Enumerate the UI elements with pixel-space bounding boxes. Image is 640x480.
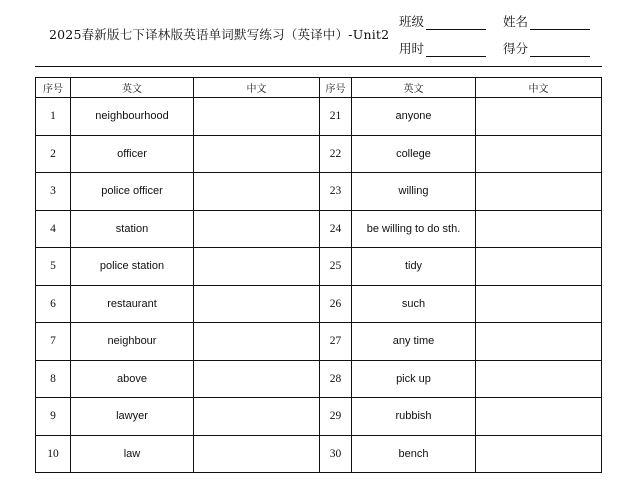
chinese-answer-cell[interactable]	[194, 135, 320, 173]
row-number: 24	[320, 210, 352, 248]
name-field	[503, 12, 590, 30]
english-word: above	[71, 360, 194, 398]
table-row	[36, 98, 602, 136]
english-word: be willing to do sth.	[352, 210, 476, 248]
row-number: 9	[36, 398, 71, 436]
class-field	[399, 12, 486, 30]
time-blank-line	[426, 44, 486, 57]
table-row	[36, 248, 602, 286]
chinese-answer-cell[interactable]	[476, 135, 602, 173]
table-header-row	[36, 78, 602, 98]
header-chinese-right: 中文	[476, 78, 602, 98]
row-number: 21	[320, 98, 352, 136]
table-row	[36, 285, 602, 323]
english-word: restaurant	[71, 285, 194, 323]
table-row	[36, 398, 602, 436]
chinese-answer-cell[interactable]	[476, 323, 602, 361]
row-number: 6	[36, 285, 71, 323]
chinese-answer-cell[interactable]	[476, 210, 602, 248]
row-number: 30	[320, 435, 352, 473]
chinese-answer-cell[interactable]	[476, 98, 602, 136]
english-word: station	[71, 210, 194, 248]
row-number: 10	[36, 435, 71, 473]
name-label: 姓名	[503, 14, 529, 29]
chinese-answer-cell[interactable]	[476, 285, 602, 323]
row-number: 1	[36, 98, 71, 136]
table-row	[36, 173, 602, 211]
chinese-answer-cell[interactable]	[476, 360, 602, 398]
chinese-answer-cell[interactable]	[194, 398, 320, 436]
header-divider	[35, 66, 602, 67]
english-word: rubbish	[352, 398, 476, 436]
row-number: 27	[320, 323, 352, 361]
english-word: officer	[71, 135, 194, 173]
english-word: such	[352, 285, 476, 323]
english-word: bench	[352, 435, 476, 473]
class-blank-line	[426, 17, 486, 30]
worksheet-title: 2025春新版七下译林版英语单词默写练习（英译中）-Unit2	[49, 27, 390, 42]
chinese-answer-cell[interactable]	[194, 323, 320, 361]
chinese-answer-cell[interactable]	[476, 248, 602, 286]
vocabulary-table	[35, 77, 602, 473]
header-chinese-left: 中文	[194, 78, 320, 98]
row-number: 25	[320, 248, 352, 286]
english-word: police station	[71, 248, 194, 286]
table-row	[36, 360, 602, 398]
english-word: any time	[352, 323, 476, 361]
header-english-left: 英文	[71, 78, 194, 98]
score-blank-line	[530, 44, 590, 57]
chinese-answer-cell[interactable]	[194, 210, 320, 248]
class-label: 班级	[399, 14, 425, 29]
header-english-right: 英文	[352, 78, 476, 98]
header-number-right: 序号	[320, 78, 352, 98]
score-field	[503, 39, 590, 57]
time-field	[399, 39, 486, 57]
chinese-answer-cell[interactable]	[194, 248, 320, 286]
english-word: willing	[352, 173, 476, 211]
row-number: 8	[36, 360, 71, 398]
chinese-answer-cell[interactable]	[194, 435, 320, 473]
chinese-answer-cell[interactable]	[194, 360, 320, 398]
row-number: 5	[36, 248, 71, 286]
english-word: law	[71, 435, 194, 473]
name-blank-line	[530, 17, 590, 30]
header-number-left: 序号	[36, 78, 71, 98]
score-label: 得分	[503, 41, 529, 56]
table-row	[36, 435, 602, 473]
row-number: 7	[36, 323, 71, 361]
row-number: 4	[36, 210, 71, 248]
row-number: 23	[320, 173, 352, 211]
chinese-answer-cell[interactable]	[194, 173, 320, 211]
table-row	[36, 210, 602, 248]
english-word: anyone	[352, 98, 476, 136]
english-word: neighbour	[71, 323, 194, 361]
chinese-answer-cell[interactable]	[476, 173, 602, 211]
row-number: 28	[320, 360, 352, 398]
english-word: police officer	[71, 173, 194, 211]
chinese-answer-cell[interactable]	[476, 435, 602, 473]
english-word: neighbourhood	[71, 98, 194, 136]
row-number: 2	[36, 135, 71, 173]
english-word: tidy	[352, 248, 476, 286]
chinese-answer-cell[interactable]	[194, 285, 320, 323]
english-word: college	[352, 135, 476, 173]
row-number: 26	[320, 285, 352, 323]
english-word: lawyer	[71, 398, 194, 436]
row-number: 29	[320, 398, 352, 436]
english-word: pick up	[352, 360, 476, 398]
table-row	[36, 135, 602, 173]
row-number: 3	[36, 173, 71, 211]
time-label: 用时	[399, 41, 425, 56]
chinese-answer-cell[interactable]	[194, 98, 320, 136]
table-row	[36, 323, 602, 361]
row-number: 22	[320, 135, 352, 173]
chinese-answer-cell[interactable]	[476, 398, 602, 436]
